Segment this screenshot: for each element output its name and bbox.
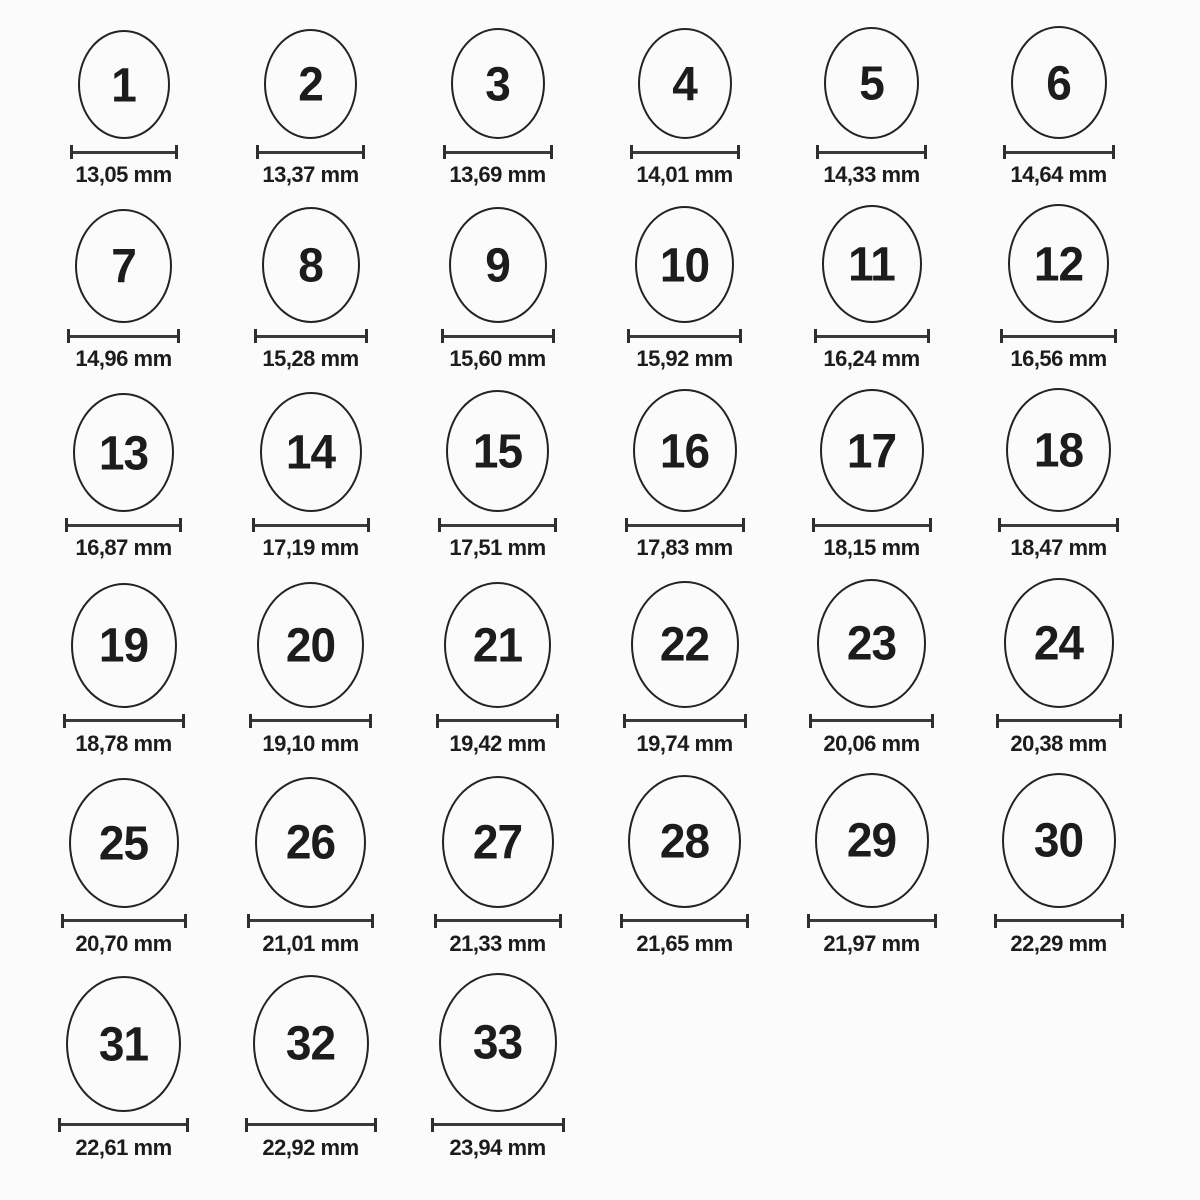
ring-size-item (778, 27, 965, 187)
ring-size-item (591, 581, 778, 756)
ring-circle (253, 975, 369, 1112)
ring-size-number: 4 (672, 56, 697, 111)
diameter-measure-line (807, 914, 937, 928)
ring-size-item (965, 773, 1152, 956)
ring-size-item (591, 775, 778, 956)
diameter-measure-line (627, 329, 742, 343)
ring-size-number: 1 (111, 57, 136, 112)
diameter-measure-line (441, 329, 555, 343)
ring-circle (822, 205, 922, 323)
diameter-label: 14,64 mm (1010, 162, 1107, 187)
ring-size-number: 19 (98, 618, 149, 673)
ring-size-item (30, 209, 217, 371)
diameter-label: 16,56 mm (1010, 346, 1107, 372)
diameter-measure-line (816, 145, 927, 159)
ring-size-item (404, 973, 591, 1160)
diameter-label: 13,05 mm (75, 162, 172, 187)
diameter-measure-line (809, 714, 934, 728)
ring-size-number: 5 (859, 55, 884, 111)
ring-size-number: 31 (98, 1016, 149, 1071)
diameter-measure-line (434, 914, 562, 928)
ring-size-item (404, 776, 591, 956)
ring-circle (71, 583, 177, 708)
diameter-label: 21,97 mm (823, 930, 920, 956)
ring-circle (820, 389, 924, 512)
diameter-measure-line (443, 145, 553, 159)
ring-size-number: 12 (1033, 236, 1084, 291)
diameter-measure-line (247, 914, 374, 928)
ring-size-item (217, 207, 404, 371)
diameter-measure-line (245, 1118, 377, 1132)
diameter-label: 22,29 mm (1010, 930, 1107, 956)
ring-size-item (591, 28, 778, 187)
ring-size-number: 3 (485, 56, 510, 111)
diameter-label: 17,19 mm (262, 535, 359, 561)
ring-size-item (30, 976, 217, 1160)
diameter-measure-line (252, 518, 370, 532)
ring-size-item (778, 579, 965, 756)
chart-row (30, 773, 1200, 956)
ring-size-number: 11 (848, 237, 895, 292)
diameter-label: 16,24 mm (823, 346, 920, 372)
diameter-measure-line (61, 914, 187, 928)
ring-circle (1002, 773, 1116, 908)
diameter-label: 19,42 mm (449, 730, 546, 756)
ring-size-item (30, 583, 217, 756)
ring-circle (444, 582, 551, 708)
chart-row (30, 578, 1200, 756)
ring-size-number: 20 (285, 617, 336, 672)
ring-circle (66, 976, 181, 1112)
ring-size-item (965, 26, 1152, 187)
ring-circle (442, 776, 554, 908)
ring-size-item (778, 773, 965, 956)
ring-circle (439, 973, 557, 1112)
diameter-measure-line (620, 914, 749, 928)
ring-size-number: 8 (298, 238, 323, 293)
ring-circle (638, 28, 732, 139)
ring-circle (1006, 388, 1111, 512)
ring-size-number: 21 (472, 617, 523, 672)
ring-size-item (591, 389, 778, 560)
diameter-label: 21,65 mm (636, 930, 733, 956)
ring-size-number: 6 (1046, 55, 1071, 110)
diameter-label: 15,28 mm (262, 346, 359, 372)
ring-size-number: 17 (846, 423, 897, 478)
ring-circle (78, 30, 170, 139)
ring-circle (449, 207, 547, 323)
ring-circle (1008, 204, 1109, 323)
diameter-label: 21,33 mm (449, 930, 546, 956)
ring-size-number: 24 (1033, 615, 1084, 670)
ring-circle (255, 777, 366, 908)
diameter-label: 19,74 mm (636, 730, 733, 756)
chart-row (30, 973, 1200, 1160)
diameter-label: 17,83 mm (636, 535, 733, 561)
ring-size-number: 32 (285, 1016, 336, 1071)
ring-size-number: 15 (472, 424, 523, 479)
diameter-measure-line (996, 714, 1122, 728)
diameter-label: 14,33 mm (823, 162, 920, 187)
ring-circle (75, 209, 172, 323)
diameter-label: 13,69 mm (449, 162, 546, 187)
ring-size-item (404, 28, 591, 187)
ring-size-item (965, 578, 1152, 756)
diameter-measure-line (438, 518, 557, 532)
diameter-measure-line (65, 518, 182, 532)
ring-size-number: 13 (98, 425, 149, 480)
diameter-label: 17,51 mm (449, 535, 546, 561)
diameter-label: 22,61 mm (75, 1134, 172, 1160)
ring-size-number: 26 (285, 815, 336, 870)
diameter-label: 14,96 mm (75, 346, 172, 372)
diameter-label: 21,01 mm (262, 930, 359, 956)
diameter-label: 18,78 mm (75, 730, 172, 756)
diameter-measure-line (431, 1118, 565, 1132)
ring-size-item (778, 389, 965, 560)
ring-size-number: 33 (472, 1015, 523, 1070)
ring-size-item (965, 388, 1152, 560)
diameter-measure-line (623, 714, 747, 728)
ring-circle (446, 390, 549, 512)
ring-size-item (404, 207, 591, 371)
ring-size-number: 2 (298, 56, 323, 112)
diameter-measure-line (1003, 145, 1115, 159)
ring-size-item (404, 390, 591, 560)
diameter-measure-line (814, 329, 930, 343)
diameter-label: 18,15 mm (823, 535, 920, 561)
diameter-measure-line (249, 714, 372, 728)
ring-size-number: 14 (285, 425, 336, 480)
diameter-label: 20,06 mm (823, 730, 920, 756)
ring-size-item (217, 392, 404, 560)
chart-row (30, 26, 1200, 187)
ring-circle (264, 29, 357, 139)
ring-size-number: 9 (485, 238, 510, 293)
ring-size-item (30, 778, 217, 956)
ring-size-number: 27 (472, 814, 523, 869)
ring-circle (260, 392, 362, 512)
ring-circle (451, 28, 545, 139)
diameter-label: 15,92 mm (636, 346, 733, 372)
chart-row (30, 204, 1200, 371)
ring-size-number: 16 (659, 423, 710, 478)
chart-row (30, 388, 1200, 560)
ring-circle (1011, 26, 1107, 139)
ring-size-item (217, 777, 404, 956)
diameter-label: 18,47 mm (1010, 535, 1107, 561)
ring-circle (1004, 578, 1114, 708)
ring-circle (817, 579, 926, 708)
ring-circle (262, 207, 360, 323)
ring-size-number: 22 (659, 617, 710, 672)
ring-size-number: 7 (111, 239, 136, 294)
ring-size-number: 29 (846, 813, 897, 868)
diameter-label: 16,87 mm (75, 535, 172, 561)
ring-size-item (30, 30, 217, 187)
diameter-measure-line (70, 145, 178, 159)
ring-size-number: 23 (846, 616, 897, 671)
diameter-measure-line (256, 145, 365, 159)
diameter-measure-line (436, 714, 559, 728)
ring-size-number: 28 (659, 814, 710, 869)
diameter-measure-line (254, 329, 368, 343)
ring-size-item (217, 582, 404, 756)
ring-size-number: 10 (659, 237, 710, 292)
diameter-measure-line (58, 1118, 189, 1132)
ring-size-number: 30 (1033, 813, 1084, 868)
ring-size-item (591, 206, 778, 371)
diameter-label: 14,01 mm (636, 162, 733, 187)
diameter-label: 23,94 mm (449, 1134, 546, 1160)
diameter-measure-line (63, 714, 185, 728)
ring-circle (824, 27, 919, 139)
diameter-measure-line (998, 518, 1119, 532)
ring-circle (73, 393, 174, 512)
ring-circle (257, 582, 364, 708)
diameter-measure-line (630, 145, 740, 159)
ring-size-item (30, 393, 217, 560)
diameter-measure-line (625, 518, 745, 532)
diameter-label: 15,60 mm (449, 346, 546, 372)
ring-size-item (965, 204, 1152, 371)
ring-size-item (404, 582, 591, 756)
diameter-measure-line (994, 914, 1124, 928)
ring-size-item (778, 205, 965, 371)
diameter-label: 19,10 mm (262, 730, 359, 756)
diameter-measure-line (812, 518, 932, 532)
ring-circle (633, 389, 737, 512)
ring-size-item (217, 29, 404, 187)
diameter-label: 13,37 mm (262, 162, 359, 187)
diameter-measure-line (67, 329, 180, 343)
diameter-label: 20,38 mm (1010, 730, 1107, 756)
diameter-measure-line (1000, 329, 1117, 343)
ring-size-number: 18 (1033, 423, 1084, 478)
ring-size-item (217, 975, 404, 1160)
diameter-label: 22,92 mm (262, 1134, 359, 1160)
diameter-label: 20,70 mm (75, 930, 172, 956)
ring-circle (69, 778, 179, 908)
ring-circle (631, 581, 739, 708)
ring-size-number: 25 (98, 815, 149, 870)
ring-circle (635, 206, 734, 323)
ring-circle (815, 773, 929, 908)
ring-circle (628, 775, 741, 908)
